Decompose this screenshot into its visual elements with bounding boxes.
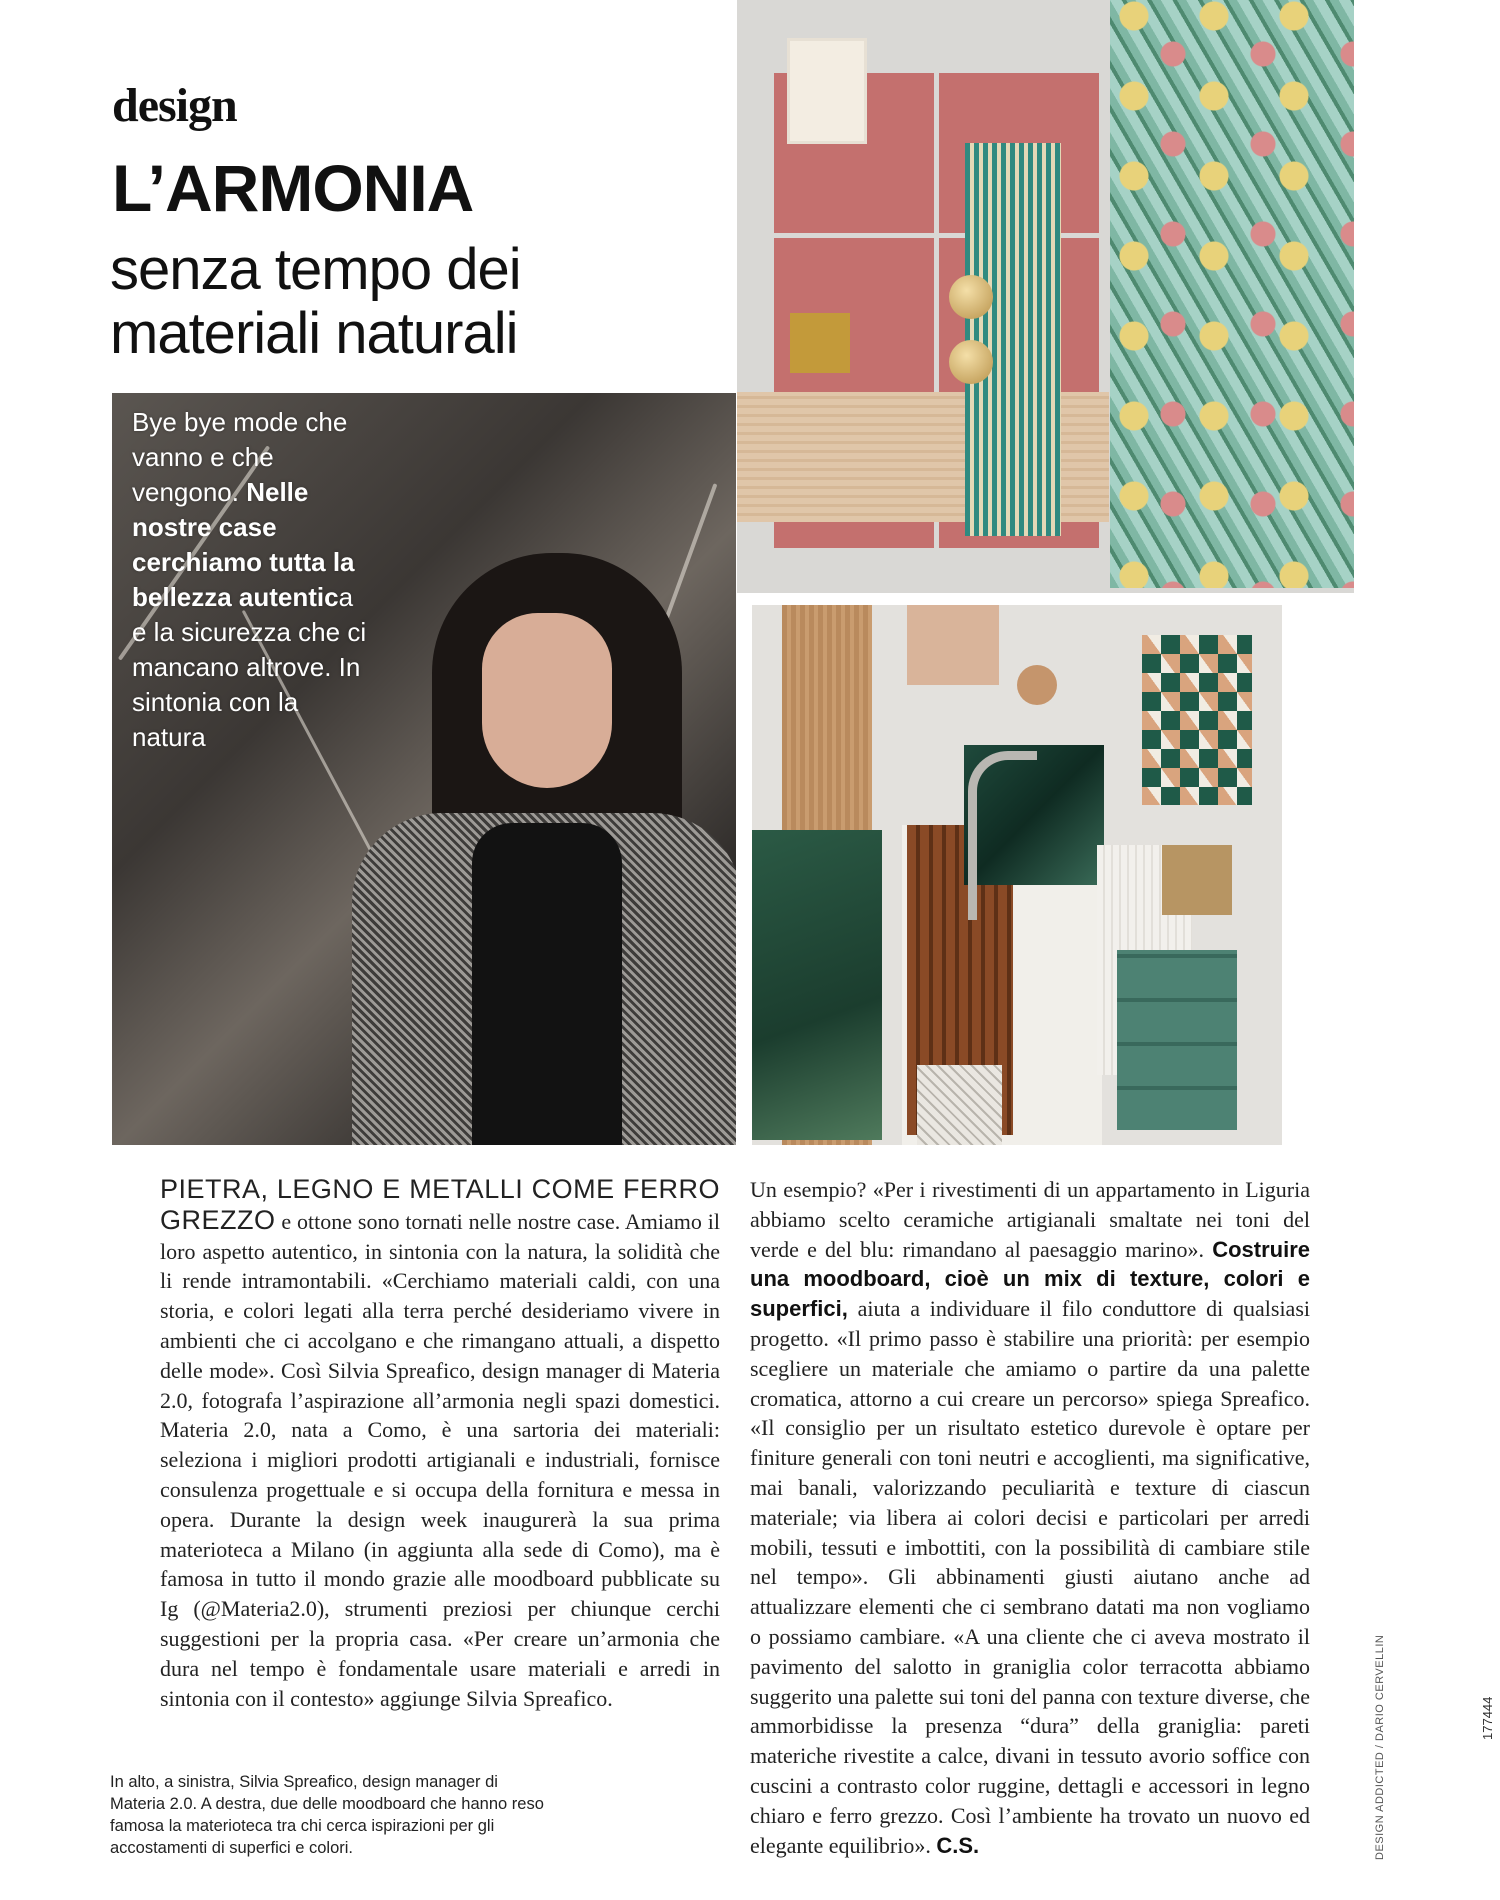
terrazzo-tile <box>1142 635 1252 805</box>
lead-in: PIETRA, LEGNO E METALLI COME FERRO GREZZO <box>160 1174 720 1235</box>
pull-quote-text-1: Bye bye mode che vanno e che vengono. <box>132 407 348 507</box>
body-column-left <box>160 1175 720 1713</box>
portrait-face <box>482 613 612 788</box>
photo-caption: In alto, a sinistra, Silvia Spreafico, design manager di Materia 2.0. A destra, due delle moodboard che hanno reso famosa la materioteca tra chi cerca ispirazioni per gli accostamenti di superfici e colori. <box>110 1773 544 1857</box>
brass-knob <box>949 275 993 319</box>
author-signature: C.S. <box>936 1832 980 1858</box>
tan-leather-sample <box>1162 845 1232 915</box>
pull-quote <box>132 405 372 755</box>
pull-quote-bold: Nelle nostre case cerchiamo tutta la bellezza autentic <box>132 477 355 612</box>
striped-fabric <box>965 143 1061 536</box>
body-text-left: e ottone sono tornati nelle nostre case. Amiamo il loro aspetto autentico, in sintonia con la natura, la solidità che li rende intramontabili. «Cerchiamo materiali caldi, con una storia, e colori legati alla terra perché desideriamo vivere in ambienti che ci accolgano e che rimangano attuali, a dispetto delle mode». Così Silvia Spreafico, design manager di Materia 2.0, fotografa l’aspirazione all’armonia negli spazi domestici. Materia 2.0, nata a Como, è una sartoria dei materiali: seleziona i migliori prodotti artigianali e industriali, fornisce consulenza progettuale e si occupa della fornitura e messa in opera. Durante la design week inaugurerà la sua prima materioteca a Milano (in aggiunta alla sede di Como), ma è famosa in tutto il mondo grazie alle moodboard pubblicate su Ig (@Materia2.0), strumenti preziosi per chiunque cerchi suggestioni per la propria casa. «Per creare un’armonia che dura nel tempo è fondamentale usare materiali e arredi in sintonia con il contesto» aggiunge Silvia Spreafico. <box>160 1208 720 1711</box>
terracotta-hex-tile <box>907 605 999 685</box>
photo-credit: DESIGN ADDICTED / DARIO CERVELLIN <box>1374 1634 1386 1860</box>
green-glazed-tiles <box>1117 950 1237 1130</box>
steel-tap <box>968 751 1037 920</box>
gold-tile <box>790 313 850 373</box>
rug-sample <box>917 1065 1002 1145</box>
page-code: 177444 <box>1480 1696 1495 1740</box>
headline: L’ARMONIA <box>112 151 474 225</box>
body-column-right <box>750 1175 1310 1860</box>
body-bold-sentence: Costruire una moodboard, cioè un mix di texture, colori e superfici, <box>750 1236 1310 1322</box>
portrait-top <box>472 823 622 1145</box>
ceramic-arch-tile <box>787 38 867 144</box>
pull-quote-text-2: a e la sicurezza che ci mancano altrove. In sintonia con la natura <box>132 582 367 752</box>
moodboard-photo-1 <box>737 0 1354 593</box>
subheadline: senza tempo dei materiali naturali <box>110 237 521 366</box>
body-text-right-2: aiuta a individuare il filo conduttore di qualsiasi progetto. «Il primo passo è stabilire una priorità: per esempio scegliere un materiale che amiamo o partire da una palette cromatica, attorno a cui creare un percorso» spiega Spreafico. «Il consiglio per un risultato estetico durevole è optare per finiture generali con toni neutri e accoglienti, ma significative, mai banali, valorizzando peculiarità e texture di ciascun materiale; via libera ai colori decisi e particolari per arredi mobili, tessuti e imbottiti, con la possibilità di cambiare stile nel tempo». Gli abbinamenti giusti aiutano anche ad attualizzare elementi che ci sembrano datati ma non vogliamo o possiamo cambiare. «A una cliente che ci aveva mostrato il pavimento del salotto in graniglia color terracotta abbiamo suggerito una palette sui toni del panna con texture diverse, che ammorbidisse la presenza “dura” della graniglia: pareti materiche rivestite a calce, divani in tessuto avorio soffice con cuscini a contrasto color ruggine, dettagli e accessori in legno chiaro e ferro grezzo. Così l’ambiente ha trovato un nuovo ed elegante equilibrio». <box>750 1296 1310 1858</box>
section-label: design <box>112 79 237 132</box>
moodboard-photo-2 <box>752 605 1282 1145</box>
jungle-wallpaper <box>752 830 882 1140</box>
body-text-right-1: Un esempio? «Per i rivestimenti di un appartamento in Liguria abbiamo scelto ceramiche artigianali smaltate nei toni del verde e del blu: rimandano al paesaggio marino». <box>750 1177 1310 1262</box>
pomegranate-wallpaper <box>1110 0 1354 588</box>
brass-knob <box>949 340 993 384</box>
copper-knob <box>1017 665 1057 705</box>
